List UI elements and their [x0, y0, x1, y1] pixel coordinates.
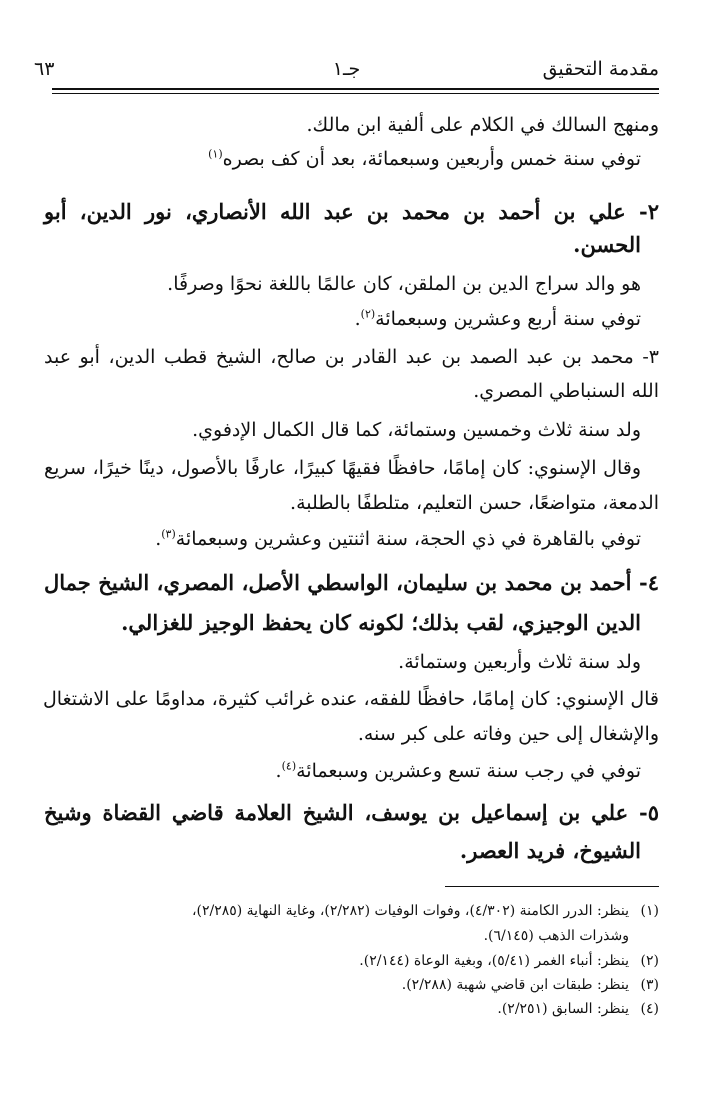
- entry-heading: الحسن.: [573, 232, 641, 257]
- footnote-rule: [445, 886, 659, 887]
- entry-heading: ٥- علي بن إسماعيل بن يوسف، الشيخ العلامة قاضي القضاة وشيخ: [44, 800, 659, 825]
- footnote-text: ينظر: الدرر الكامنة (٤/٣٠٢)، وفوات الوفيات (٢/٢٨٢)، وغاية النهاية (٢/٢٨٥)،: [191, 903, 629, 919]
- text-line: توفي سنة أربع وعشرين وسبعمائة$^{(٢)}$.: [354, 307, 641, 330]
- header-volume: جـ١: [332, 58, 361, 80]
- text-line: ولد سنة ثلاث وأربعين وستمائة.: [398, 651, 641, 673]
- footnote-ref: (٤): [281, 759, 297, 773]
- text-line: توفي سنة خمس وأربعين وسبعمائة، بعد أن كف بصره$^{(١)}$: [208, 147, 641, 170]
- text-line: ومنهج السالك في الكلام على ألفية ابن مالك.: [306, 114, 659, 136]
- footnote-text: وشذرات الذهب (٦/١٤٥).: [483, 928, 629, 944]
- footnote-ref: (٣): [161, 527, 176, 541]
- header-title: مقدمة التحقيق: [542, 58, 659, 80]
- entry-heading: ٣- محمد بن عبد الصمد بن عبد القادر بن صالح، الشيخ قطب الدين، أبو عبد: [44, 346, 659, 368]
- text-line: الدمعة، متواضعًا، حسن التعليم، متلطفًا بالطلبة.: [290, 492, 659, 514]
- text-line: الله السنباطي المصري.: [473, 380, 659, 402]
- entry-heading: ٤- أحمد بن محمد بن سليمان، الواسطي الأصل، المصري، الشيخ جمال: [44, 570, 659, 595]
- footnote: [44, 1001, 659, 1017]
- entry-heading: الشيوخ، فريد العصر.: [459, 838, 641, 863]
- footnote-number: (٣): [640, 977, 659, 993]
- text-line: والإشغال إلى حين وفاته على كبر سنه.: [357, 723, 659, 745]
- footnote-number: (٢): [640, 953, 659, 969]
- text-line: توفي في رجب سنة تسع وعشرين وسبعمائة$^{(٤)}$.: [275, 759, 641, 782]
- entry-heading: الدين الوجيزي، لقب بذلك؛ لكونه كان يحفظ الوجيز للغزالي.: [121, 610, 641, 635]
- text-line: وقال الإسنوي: كان إمامًا، حافظًا فقيهًا كبيرًا، عارفًا بالأصول، دينًا خيرًا، سريع: [44, 457, 641, 479]
- page-number: ٦٣: [34, 58, 55, 80]
- footnote-continuation: [44, 928, 629, 944]
- footnote-number: (١): [640, 903, 659, 919]
- header-rule-thick: [52, 88, 659, 90]
- footnote-text: ينظر: أنباء الغمر (٥/٤١)، وبغية الوعاة (٢/١٤٤).: [359, 953, 629, 969]
- footnote-ref: (١): [208, 147, 223, 161]
- running-header: [34, 58, 659, 88]
- footnote-ref: (٢): [360, 307, 376, 321]
- entry-heading: ٢- علي بن أحمد بن محمد بن عبد الله الأنصاري، نور الدين، أبو: [44, 199, 659, 224]
- header-rule-thin: [52, 93, 659, 94]
- text-line: قال الإسنوي: كان إمامًا، حافظًا للفقه، عنده غرائب كثيرة، مداومًا على الاشتغال: [43, 688, 659, 710]
- footnote-text: ينظر: السابق (٢/٢٥١).: [497, 1001, 629, 1017]
- footnote: [44, 977, 659, 993]
- footnote-number: (٤): [640, 1001, 659, 1017]
- text-line: هو والد سراج الدين بن الملقن، كان عالمًا باللغة نحوًا وصرفًا.: [167, 273, 641, 295]
- text-line: توفي بالقاهرة في ذي الحجة، سنة اثنتين وعشرين وسبعمائة$^{(٣)}$.: [155, 527, 641, 550]
- footnote: [44, 953, 659, 969]
- footnote: [44, 903, 659, 919]
- text-line: ولد سنة ثلاث وخمسين وستمائة، كما قال الكمال الإدفوي.: [192, 419, 641, 441]
- footnote-text: ينظر: طبقات ابن قاضي شهبة (٢/٢٨٨).: [401, 977, 629, 993]
